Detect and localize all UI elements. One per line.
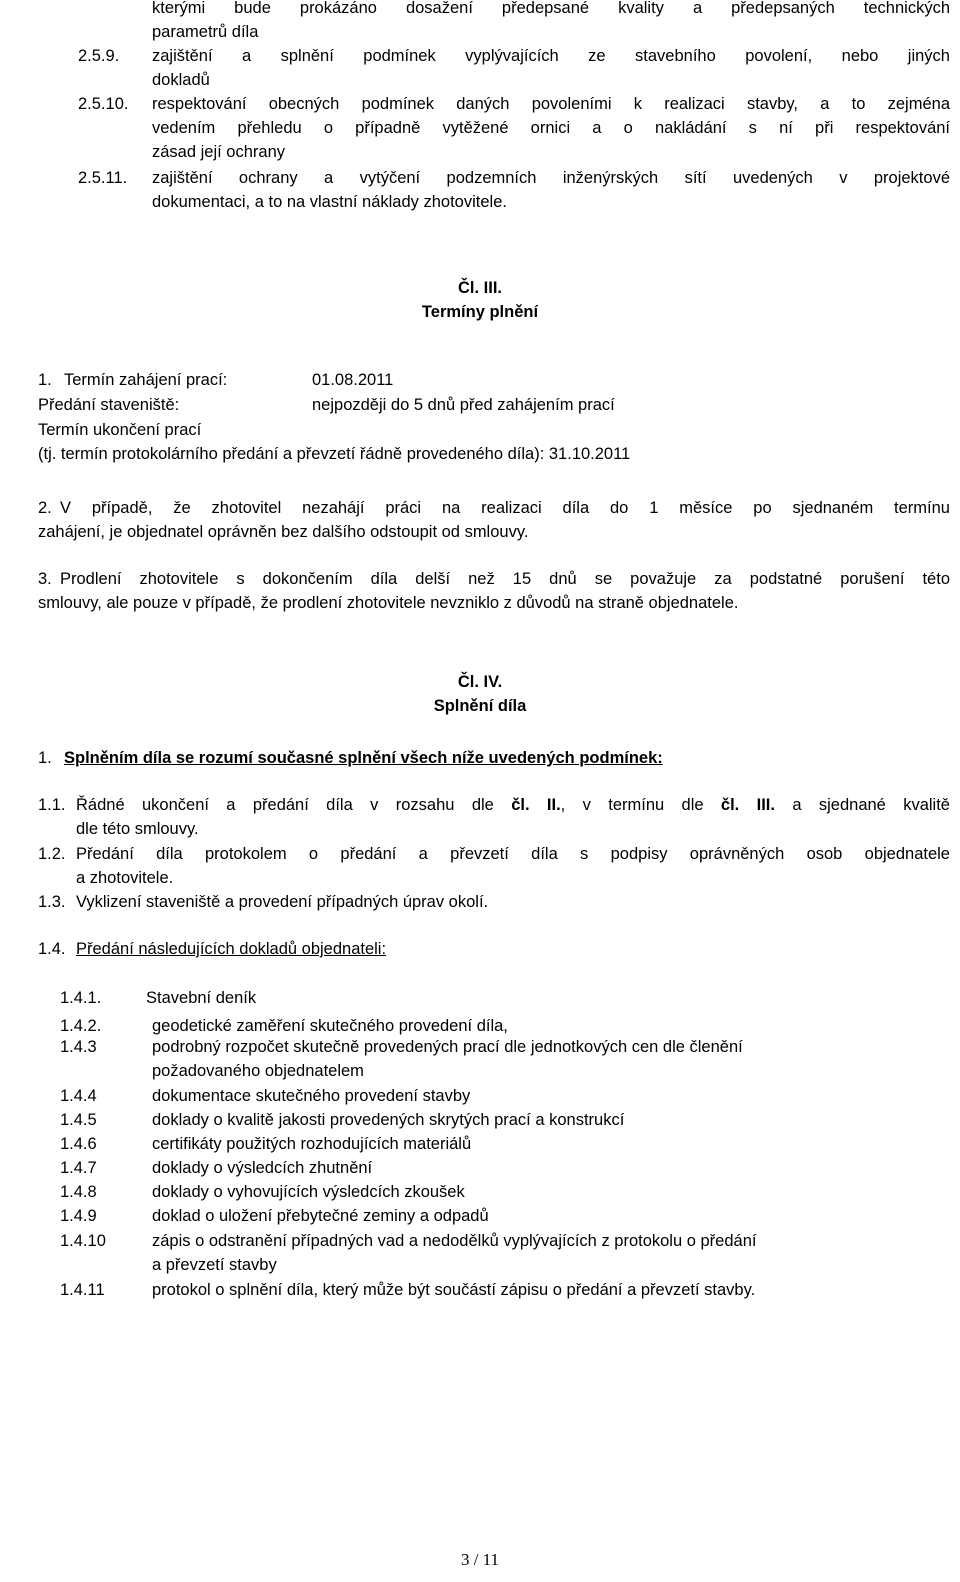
item-text: a zhotovitele. <box>76 869 174 887</box>
item-text: respektování obecných podmínek daných povoleními k realizaci stavby, a to zejména <box>152 95 950 113</box>
document-item-number: 1.4.2. <box>60 1017 102 1035</box>
paragraph-number: 2. <box>38 499 52 517</box>
continued-item-text: kterými bude prokázáno dosažení předepsané kvality a předepsaných technických <box>152 0 950 17</box>
article-title: Splnění díla <box>433 697 527 715</box>
item-number: 2.5.11. <box>78 169 128 187</box>
document-item-number: 1.4.11 <box>60 1281 105 1299</box>
item-text: vedením přehledu o případně vytěžené ornici a o nakládání s ní při respektování <box>152 119 950 137</box>
continued-item-text: parametrů díla <box>152 23 259 41</box>
document-item-text: doklad o uložení přebytečné zeminy a odpadů <box>152 1207 489 1225</box>
article-heading: Čl. III. <box>457 279 502 297</box>
item-text: zajištění ochrany a vytýčení podzemních inženýrských sítí uvedených v projektové <box>152 169 950 187</box>
paragraph-text: smlouvy, ale pouze v případě, že prodlení zhotovitele nevzniklo z důvodů na straně objednatele. <box>38 594 739 612</box>
document-item-text: doklady o výsledcích zhutnění <box>152 1159 373 1177</box>
item-number: 2.5.10. <box>78 95 129 113</box>
document-item-number: 1.4.1. <box>60 989 102 1007</box>
term-value: 01.08.2011 <box>312 371 394 389</box>
document-item-text: doklady o vyhovujících výsledcích zkoušek <box>152 1183 465 1201</box>
item-number: 2.5.9. <box>78 47 120 65</box>
item-text: zajištění a splnění podmínek vyplývajících ze stavebního povolení, nebo jiných <box>152 47 950 65</box>
item-number: 1.1. <box>38 796 66 814</box>
item-text: Předání díla protokolem o předání a převzetí díla s podpisy oprávněných osob objednatele <box>76 845 950 863</box>
document-item-number: 1.4.7 <box>60 1159 97 1177</box>
term-label: Předání staveniště: <box>38 396 180 414</box>
document-item-text: a převzetí stavby <box>152 1256 277 1274</box>
item-number: 1.3. <box>38 893 66 911</box>
document-item-text: certifikáty použitých rozhodujících materiálů <box>152 1135 472 1153</box>
document-item-number: 1.4.8 <box>60 1183 97 1201</box>
article-title: Termíny plnění <box>421 303 539 321</box>
item-text: dle této smlouvy. <box>76 820 199 838</box>
item-text: Předání následujících dokladů objednateli: <box>76 940 387 958</box>
document-item-text: protokol o splnění díla, který může být součástí zápisu o předání a převzetí stavby. <box>152 1281 756 1299</box>
paragraph-text: V případě, že zhotovitel nezahájí práci na realizaci díla do 1 měsíce po sjednaném termínu <box>60 499 950 517</box>
paragraph-text: Prodlení zhotovitele s dokončením díla delší než 15 dnů se považuje za podstatné porušení této <box>60 570 950 588</box>
article-heading: Čl. IV. <box>457 673 503 691</box>
item-text: Řádné ukončení a předání díla v rozsahu dle čl. II., v termínu dle čl. III. a sjednané kvalitě <box>76 796 950 814</box>
item-text: zásad její ochrany <box>152 143 285 161</box>
clause-heading: Splněním díla se rozumí současné splnění všech níže uvedených podmínek: <box>64 749 663 767</box>
item-number: 1.2. <box>38 845 66 863</box>
paragraph-text: zahájení, je objednatel oprávněn bez dalšího odstoupit od smlouvy. <box>38 523 529 541</box>
term-value: nejpozději do 5 dnů před zahájením prací <box>312 396 615 414</box>
term-label: Termín ukončení prací <box>38 421 202 439</box>
document-item-text: zápis o odstranění případných vad a nedodělků vyplývajících z protokolu o předání <box>152 1232 757 1250</box>
document-item-number: 1.4.4 <box>60 1087 97 1105</box>
term-number: 1. <box>38 371 52 389</box>
item-text: dokladů <box>152 71 210 89</box>
page-number: 3 / 11 <box>460 1550 500 1569</box>
document-item-text: doklady o kvalitě jakosti provedených skrytých prací a konstrukcí <box>152 1111 625 1129</box>
document-item-number: 1.4.9 <box>60 1207 97 1225</box>
document-item-number: 1.4.5 <box>60 1111 97 1129</box>
document-item-text: podrobný rozpočet skutečně provedených prací dle jednotkových cen dle členění <box>152 1038 743 1056</box>
item-text: Vyklizení staveniště a provedení případných úprav okolí. <box>76 893 489 911</box>
document-item-text: geodetické zaměření skutečného provedení díla, <box>152 1017 508 1035</box>
document-item-text: požadovaného objednatelem <box>152 1062 364 1080</box>
term-value: (tj. termín protokolárního předání a převzetí řádně provedeného díla): 31.10.2011 <box>38 445 631 463</box>
clause-number: 1. <box>38 749 52 767</box>
document-item-text: Stavební deník <box>146 989 257 1007</box>
item-number: 1.4. <box>38 940 66 958</box>
document-item-number: 1.4.10 <box>60 1232 106 1250</box>
document-item-text: dokumentace skutečného provedení stavby <box>152 1087 471 1105</box>
term-label: Termín zahájení prací: <box>64 371 228 389</box>
document-item-number: 1.4.3 <box>60 1038 97 1056</box>
document-item-number: 1.4.6 <box>60 1135 97 1153</box>
paragraph-number: 3. <box>38 570 52 588</box>
item-text: dokumentaci, a to na vlastní náklady zhotovitele. <box>152 193 507 211</box>
